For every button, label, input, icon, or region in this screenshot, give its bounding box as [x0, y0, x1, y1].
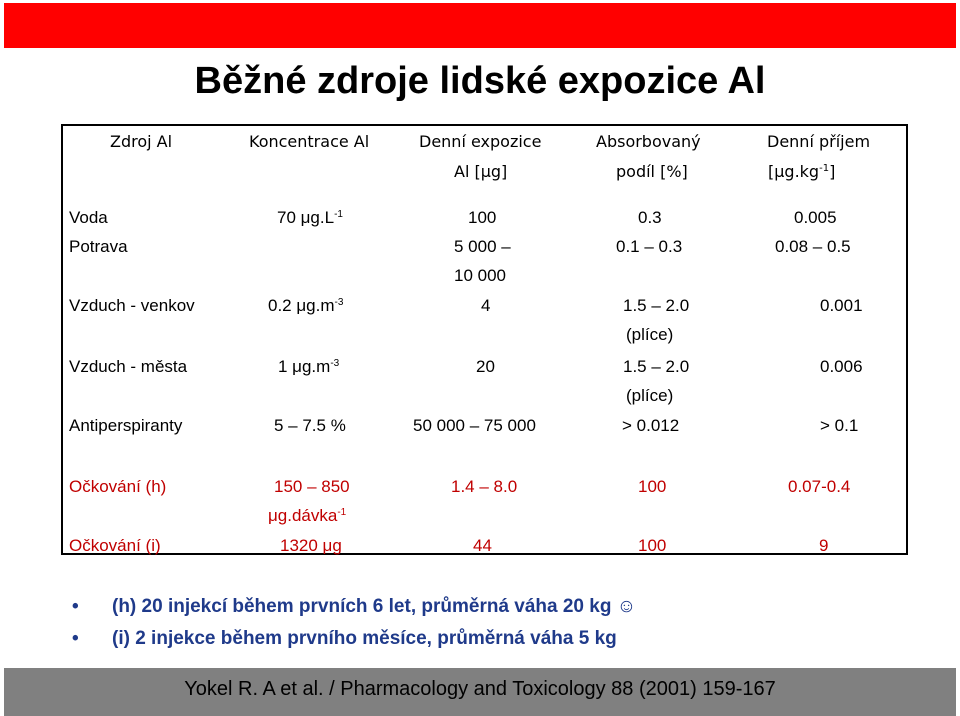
footer-citation: Yokel R. A et al. / Pharmacology and Toxicology 88 (2001) 159-167: [184, 678, 776, 700]
row-venkov-absorbed: 1.5 – 2.0: [623, 296, 690, 315]
row-mesto-exposure: 20: [476, 357, 495, 376]
row-anti-intake: > 0.1: [820, 416, 859, 435]
row-potrava-intake: 0.08 – 0.5: [775, 237, 851, 256]
row-ockovani-i-exposure: 44: [473, 536, 492, 555]
row-ockovani-h-absorbed: 100: [638, 477, 667, 496]
row-ockovani-i-concentration: 1320 μg: [280, 536, 342, 555]
header-concentration: Koncentrace Al: [249, 132, 370, 151]
row-potrava-exposure: 5 000 –: [454, 237, 511, 256]
bullet-marker: •: [72, 596, 79, 617]
row-venkov-source: Vzduch - venkov: [69, 296, 195, 315]
row-venkov-intake: 0.001: [820, 296, 863, 315]
row-venkov-exposure: 4: [481, 296, 491, 315]
row-voda-concentration: 70 $\mu g.L^{-1}$: [277, 208, 343, 227]
bullet-text: (h) 20 injekcí během prvních 6 let, průměrná váha 20 kg ☺: [112, 596, 637, 617]
row-mesto-absorbed: 1.5 – 2.0: [623, 357, 690, 376]
header-daily-exposure: Denní expozice: [419, 132, 542, 151]
header-daily-intake-unit: $[\mu g.kg^{-1}]$: [768, 162, 836, 181]
row-voda-intake: 0.005: [794, 208, 837, 227]
row-mesto-concentration: 1 $\mu g.m^{-3}$: [278, 357, 340, 376]
row-voda-exposure: 100: [468, 208, 497, 227]
row-mesto-source: Vzduch - města: [69, 357, 188, 376]
row-voda-absorbed: 0.3: [638, 208, 662, 227]
row-potrava-exposure-2: 10 000: [454, 266, 506, 285]
bullet-marker: •: [72, 628, 79, 649]
page-title: Běžné zdroje lidské expozice Al: [194, 60, 766, 102]
red-header-bar: [4, 3, 956, 48]
row-voda-source: Voda: [69, 208, 108, 227]
bullet-text: (i) 2 injekce během prvního měsíce, průměrná váha 5 kg: [112, 628, 617, 649]
row-ockovani-h-unit: μg.dávka$^{-1}$: [268, 506, 347, 525]
row-ockovani-h-concentration: 150 – 850: [274, 477, 350, 496]
row-anti-source: Antiperspiranty: [69, 416, 183, 435]
header-source: Zdroj Al: [110, 132, 173, 151]
row-potrava-absorbed: 0.1 – 0.3: [616, 237, 683, 256]
row-ockovani-i-intake: 9: [819, 536, 829, 555]
row-mesto-intake: 0.006: [820, 357, 863, 376]
row-ockovani-h-exposure: 1.4 – 8.0: [451, 477, 518, 496]
row-anti-absorbed: > 0.012: [622, 416, 680, 435]
row-ockovani-i-source: Očkování (i): [69, 536, 161, 555]
row-ockovani-h-source: Očkování (h): [69, 477, 167, 496]
header-daily-intake: Denní příjem: [767, 132, 871, 151]
header-absorbed: Absorbovaný: [596, 132, 701, 151]
row-potrava-source: Potrava: [69, 237, 128, 256]
row-venkov-concentration: 0.2 $\mu g.m^{-3}$: [268, 296, 344, 315]
row-venkov-absorbed-2: (plíce): [626, 325, 674, 344]
data-table: [61, 124, 908, 555]
header-daily-exposure-unit: Al [μg]: [454, 162, 508, 181]
row-ockovani-i-absorbed: 100: [638, 536, 667, 555]
header-absorbed-unit: podíl [%]: [616, 162, 688, 181]
row-mesto-absorbed-2: (plíce): [626, 386, 674, 405]
row-anti-concentration: 5 – 7.5 %: [274, 416, 346, 435]
row-anti-exposure: 50 000 – 75 000: [413, 416, 536, 435]
row-ockovani-h-intake: 0.07-0.4: [788, 477, 851, 496]
